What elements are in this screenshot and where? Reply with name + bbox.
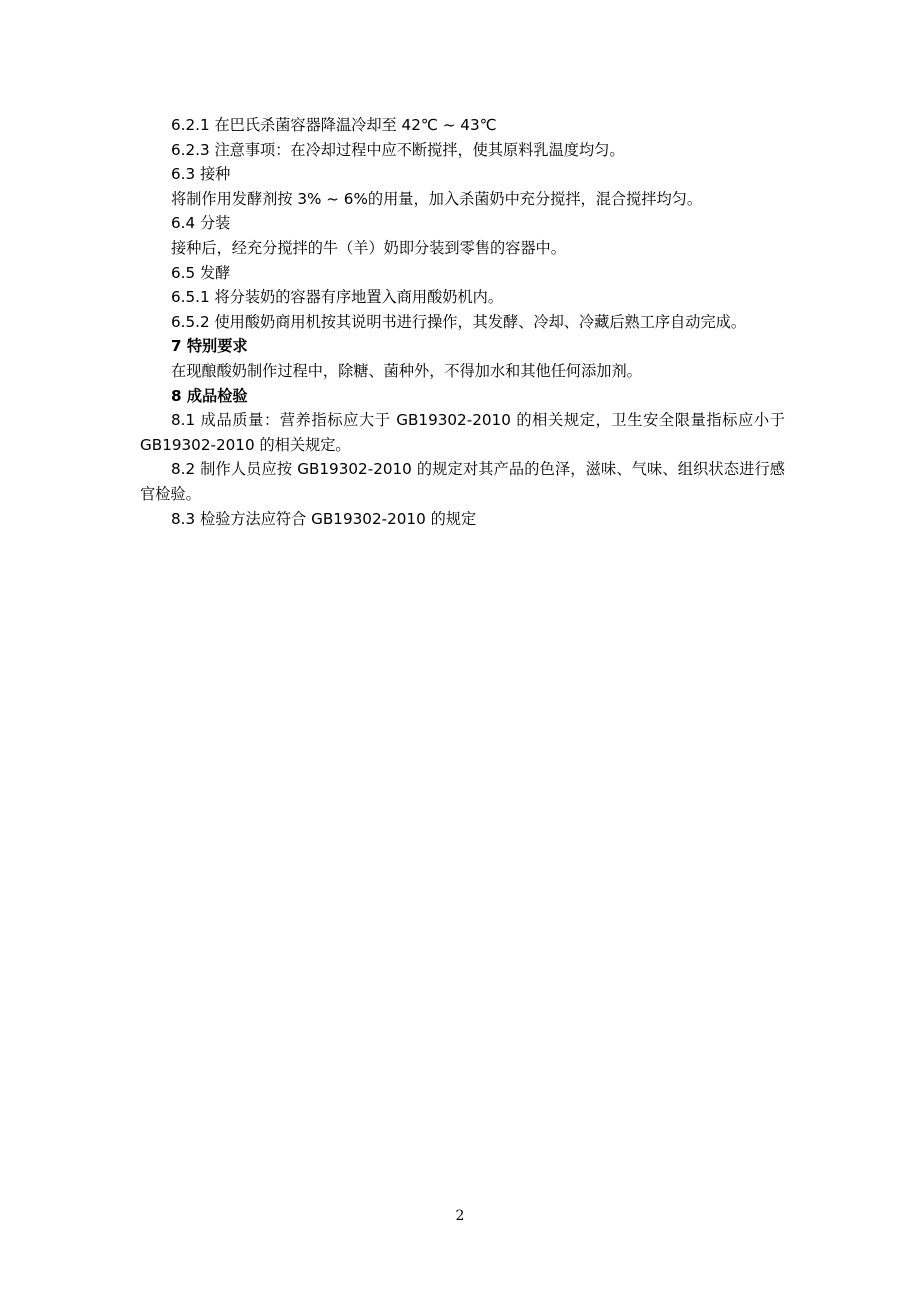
clause-6-2-3: 6.2.3 注意事项：在冷却过程中应不断搅拌，使其原料乳温度均匀。	[171, 140, 625, 159]
clause-6-4-text: 接种后，经充分搅拌的牛（羊）奶即分装到零售的容器中。	[171, 238, 566, 257]
page-number: 2	[455, 1208, 465, 1224]
clause-8-2: 8.2 制作人员应按 GB19302-2010 的规定对其产品的色泽，滋味、气味、组织状态进行感官检验。	[140, 460, 785, 503]
document-body	[140, 113, 785, 531]
clause-8-1: 8.1 成品质量：营养指标应大于 GB19302-2010 的相关规定，卫生安全限量指标应小于 GB19302-2010 的相关规定。	[140, 411, 785, 454]
clause-8-3: 8.3 检验方法应符合 GB19302-2010 的规定	[171, 509, 477, 528]
section-heading-6-4: 6.4 分装	[171, 214, 231, 233]
section-heading-7: 7 特别要求	[171, 337, 248, 356]
clause-6-5-1: 6.5.1 将分装奶的容器有序地置入商用酸奶机内。	[171, 288, 504, 307]
clause-7-text: 在现酿酸奶制作过程中，除糖、菌种外，不得加水和其他任何添加剂。	[171, 361, 642, 380]
clause-6-2-1: 6.2.1 在巴氏杀菌容器降温冷却至 42℃ ~ 43℃	[171, 116, 497, 134]
clause-6-3-text: 将制作用发酵剂按 3% ~ 6%的用量，加入杀菌奶中充分搅拌，混合搅拌均匀。	[171, 189, 703, 208]
section-heading-6-3: 6.3 接种	[171, 165, 231, 184]
clause-6-5-2: 6.5.2 使用酸奶商用机按其说明书进行操作，其发酵、冷却、冷藏后熟工序自动完成。	[171, 312, 747, 331]
section-heading-6-5: 6.5 发酵	[171, 263, 231, 282]
section-heading-8: 8 成品检验	[171, 386, 248, 405]
